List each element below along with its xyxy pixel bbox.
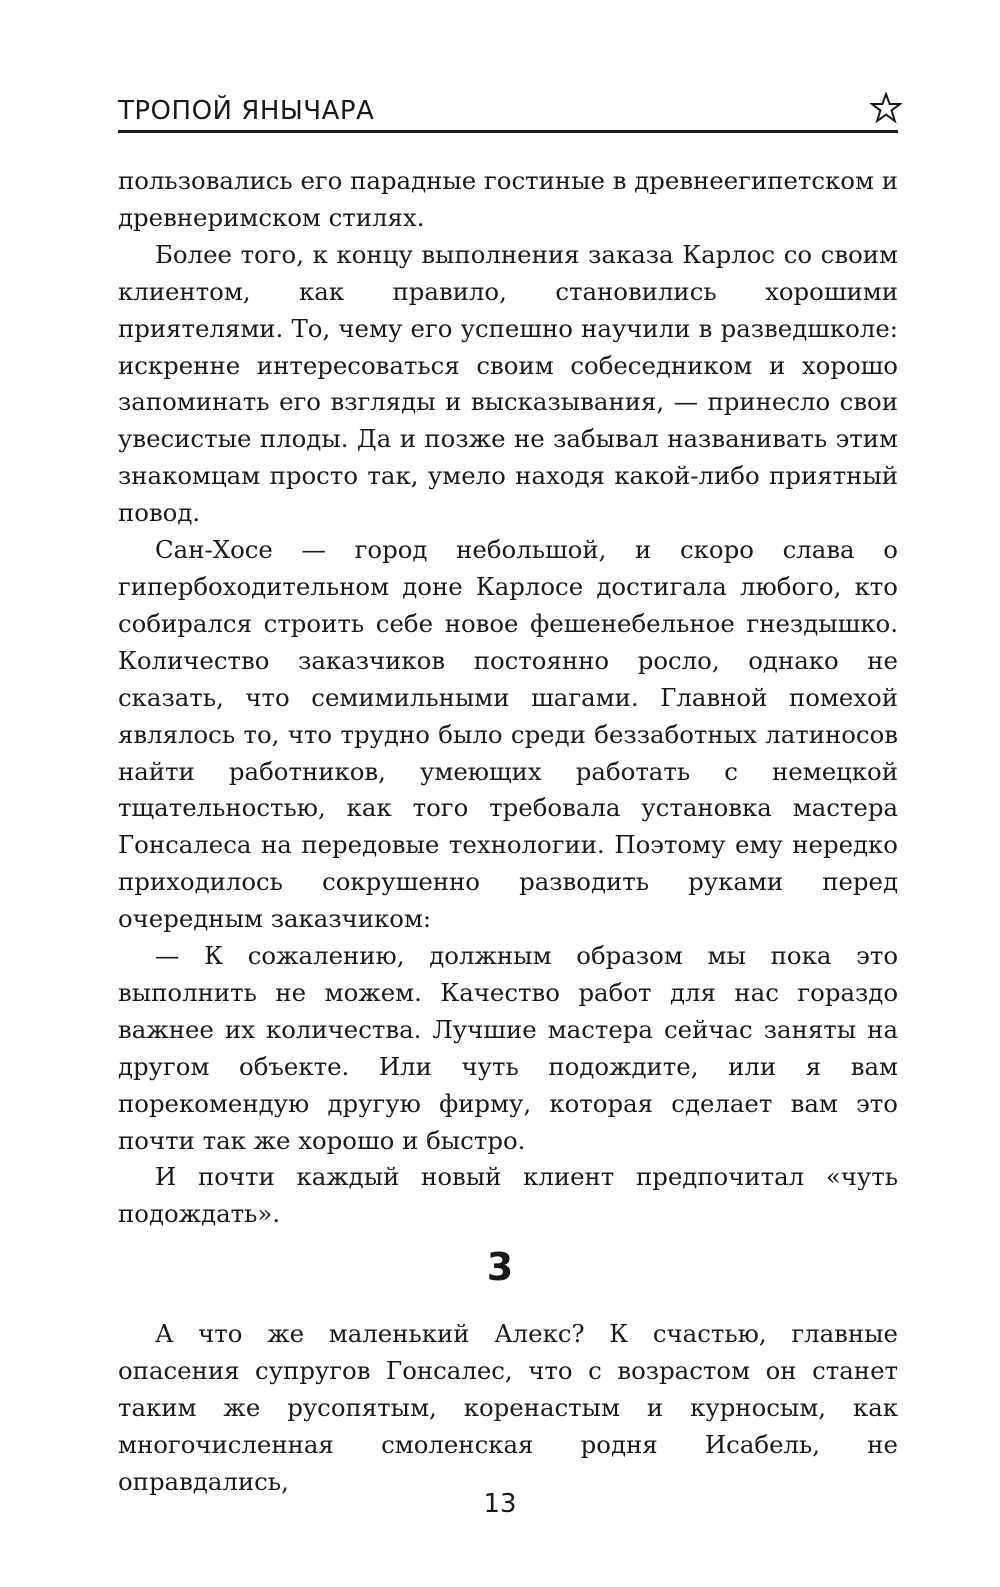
paragraph: Более того, к концу выполнения заказа Карлос со своим клиентом, как правило, становились хорошими приятелями. То, чему его успешно научили в разведшколе: искренне интересоваться своим собеседником и хорошо запоминать его взгляды и высказывания, — принесло свои увесистые плоды. Да и позже не забывал названивать этим знакомцам просто так, умело находя какой-либо приятный повод. [118, 239, 898, 528]
page-number: 13 [483, 1489, 517, 1519]
paragraph: пользовались его парадные гостиные в древнеегипетском и древнеримском стилях. [118, 166, 898, 232]
star-outline-icon [870, 92, 902, 124]
running-header-title: ТРОПОЙ ЯНЫЧАРА [118, 96, 375, 126]
paragraph: — К сожалению, должным образом мы пока это выполнить не можем. Качество работ для нас гораздо важнее их количества. Лучшие мастера сейчас заняты на другом объекте. Или чуть подождите, или я вам порекомендую другую фирму, которая сделает вам это почти так же хорошо и быстро. [118, 941, 898, 1155]
paragraph: А что же маленький Алекс? К счастью, главные опасения супругов Гонсалес, что с возрастом он станет таким же русопятым, коренастым и курносым, как многочисленная смоленская родня Исабель, не оправдались, [118, 1319, 898, 1496]
chapter-text [118, 1316, 898, 1501]
paragraph: И почти каждый новый клиент предпочитал «чуть подождать». [118, 1162, 898, 1229]
chapter-number: 3 [486, 1245, 514, 1289]
paragraph: Сан-Хосе — город небольшой, и скоро слава о гипербоходительном доне Карлосе достигала любого, кто собирался строить себе новое фешенебельное гнездышко. Количество заказчиков постоянно росло, однако не сказать, что семимильными шагами. Главной помехой являлось то, что трудно было среди беззаботных латиносов найти работников, умеющих работать с немецкой тщательностью, как того требовала установка мастера Гонсалеса на передовые технологии. Поэтому ему нередко приходилось сокрушенно разводить руками перед очередным заказчиком: [118, 535, 898, 934]
running-header [118, 82, 898, 133]
main-text [118, 163, 898, 1233]
